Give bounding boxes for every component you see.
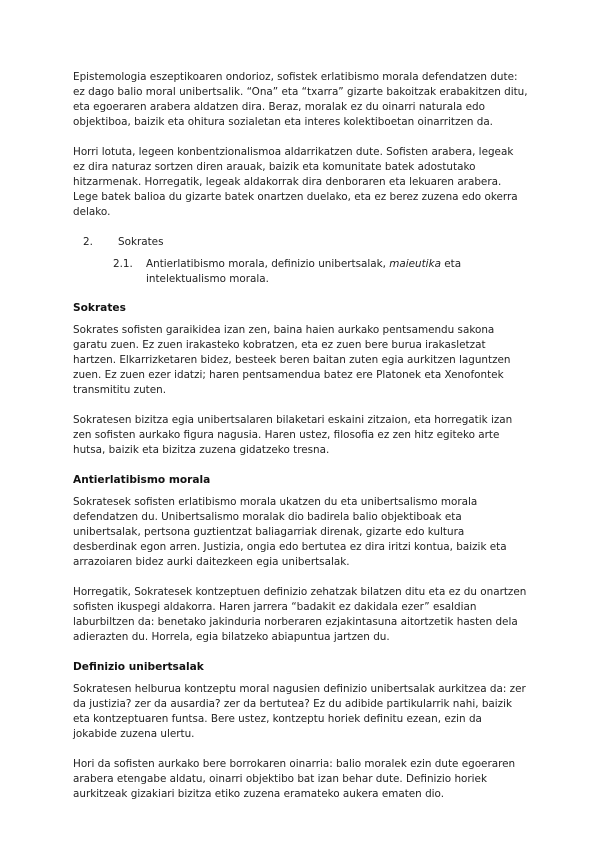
numbered-sublist-item: [113, 257, 528, 287]
section-paragraph: Sokratesen bizitza egia unibertsalaren bilaketari eskaini zitzaion, eta horregatik izan zen sofisten aurkako figura nagusia. Haren ustez, filosofia ez zen hitz egiteko arte hutsa, baizik eta bizitza zuzena gidatzeko tresna.: [73, 414, 513, 456]
section-paragraph: Sokrates sofisten garaikidea izan zen, baina haien aurkako pentsamendu sakona garatu zuen. Ez zuen irakasteko kobratzen, eta ez zuen bere burua irakasletzat hartzen. Elkarrizketaren bidez, besteek beren baitan zuten egia aurkitzen laguntzen zuen. Ez zuen ezer idatzi; haren pentsamendua batez ere Platonek eta Xenofontek transmititu zuten.: [73, 324, 511, 396]
intro-paragraph: Horri lotuta, legeen konbentzionalismoa aldarrikatzen dute. Sofisten arabera, legeak ez dira naturaz sortzen diren arauak, baizik eta komunitate batek adostutako hitzarmenak. Horregatik, legeak aldakorrak dira denboraren eta lekuaren arabera. Lege batek balioa du gizarte batek onartzen duelako, eta ez berez zuzena edo okerra delako.: [73, 146, 518, 218]
list-item-label: Sokrates: [118, 236, 164, 248]
sublist-item-text: [146, 257, 528, 287]
section-heading: Antierlatibismo morala: [73, 474, 211, 486]
section-heading: Sokrates: [73, 302, 126, 314]
sublist-text-part: eta intelektualismo morala.: [146, 258, 462, 285]
sublist-text-part: Antierlatibismo morala, definizio unibertsalak,: [146, 258, 390, 270]
sublist-italic-term: maieutika: [389, 258, 441, 270]
section-paragraph: Horregatik, Sokratesek kontzeptuen definizio zehatzak bilatzen ditu eta ez du onartzen sofisten ikuspegi aldakorra. Haren jarrera “badakit ez dakidala ezer” esaldian laburbiltzen da: benetako jakinduria norberaren ezjakintasuna aitortzetik hasten dela adierazten du. Horrela, egia bilatzeko abiapuntua jartzen du.: [73, 586, 527, 643]
list-number: 2.: [83, 236, 93, 248]
section-paragraph: Hori da sofisten aurkako bere borrokaren oinarria: balio moralek ezin dute egoeraren arabera etengabe aldatu, oinarri objektibo bat izan behar dute. Definizio horiek aurkitzeak gizakiari bizitza etiko zuzena eramateko aukera ematen dio.: [73, 758, 516, 800]
section-paragraph: Sokratesen helburua kontzeptu moral nagusien definizio unibertsalak aurkitzea da: zer da justizia? zer da ausardia? zer da bertutea? Ez du adibide partikularrik nahi, baizik eta kontzeptuaren funtsa. Bere ustez, kontzeptu horiek definitu ezean, ezin da jokabide zuzena ulertu.: [73, 683, 526, 740]
section-paragraph: Sokratesek sofisten erlatibismo morala ukatzen du eta unibertsalismo morala defendatzen du. Unibertsalismo moralak dio badirela balio objektiboak eta unibertsalak, pertsona guztientzat baliagarriak direnak, gizarte edo kultura desberdinak egon arren. Justizia, ongia edo bertutea ez dira iritzi kontua, baizik eta arrazoiaren bidez aurki daitezkeen egia unibertsalak.: [73, 496, 507, 568]
page-content: [73, 70, 528, 817]
intro-paragraph: Epistemologia eszeptikoaren ondorioz, sofistek erlatibismo morala defendatzen dute: ez dago balio moral unibertsalik. “Ona” eta “txarra” gizarte bakoitzak erabakitzen ditu, eta egoeraren arabera aldatzen dira. Beraz, moralak ez du oinarri naturala edo objektiboa, baizik eta ohitura sozialetan eta interes kolektiboetan oinarritzen da.: [73, 71, 528, 128]
sublist-number: 2.1.: [113, 258, 133, 270]
numbered-list-item: [73, 235, 528, 250]
section-heading: Definizio unibertsalak: [73, 661, 204, 673]
